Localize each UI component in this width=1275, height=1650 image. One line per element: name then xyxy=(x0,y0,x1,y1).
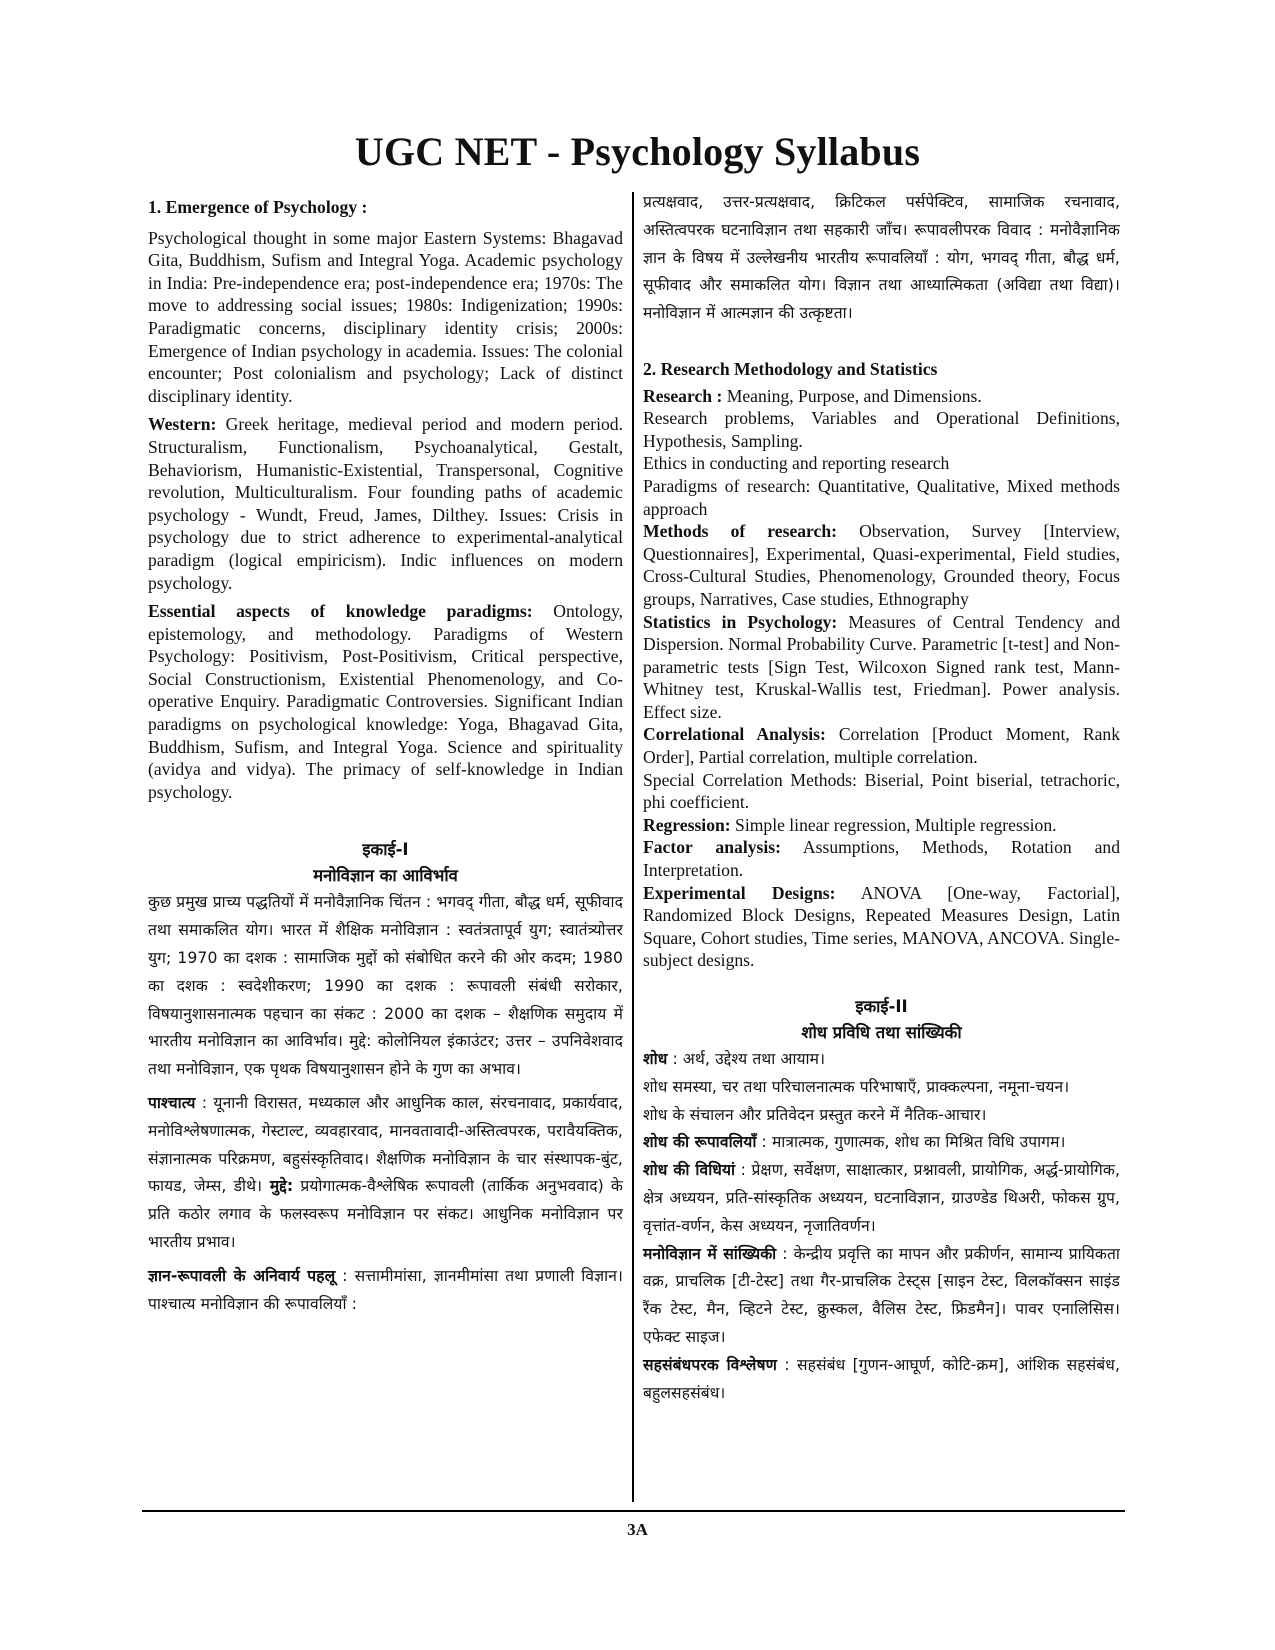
right-column xyxy=(643,189,1120,1407)
factor-analysis-label: Factor analysis: xyxy=(643,837,781,858)
regression-paragraph xyxy=(643,814,1120,837)
hindi-western-paragraph xyxy=(148,1090,623,1257)
hindi-statistics-paragraph xyxy=(643,1241,1120,1352)
hindi-research-paragraph xyxy=(643,1046,1120,1074)
hindi-essential-label: ज्ञान-रूपावली के अनिवार्य पहलू xyxy=(148,1266,336,1285)
hindi-paradigms-paragraph xyxy=(643,1129,1120,1157)
hindi-essential-paragraph xyxy=(148,1263,623,1319)
correlational-text: Correlation [Product Moment, Rank Order], Partial correlation, multiple correlation. xyxy=(643,724,1120,768)
correlational-label: Correlational Analysis: xyxy=(643,724,826,745)
left-column xyxy=(148,196,623,1324)
hindi-issues-text: प्रयोगात्मक-वैश्लेषिक रूपावली (तार्किक अनुभववाद) के प्रति कठोर लगाव के फलस्वरूप मनोविज्ञान पर संकट। आधुनिक मनोविज्ञान पर भारतीय प्रभाव। xyxy=(148,1177,624,1251)
special-correlation-paragraph: Special Correlation Methods: Biserial, Point biserial, tetrachoric, phi coefficient. xyxy=(643,769,1120,813)
methods-text: Observation, Survey [Interview, Questionnaires], Experimental, Quasi-experimental, Field studies, Cross-Cultural Studies, Phenomenology, Grounded theory, Focus groups, Narratives, Case studies, Ethnography xyxy=(643,521,1120,609)
page-title: UGC NET - Psychology Syllabus xyxy=(354,129,921,174)
methods-paragraph xyxy=(643,520,1120,610)
statistics-label: Statistics in Psychology: xyxy=(643,611,838,632)
essential-aspects-text: Ontology, epistemology, and methodology. Paradigms of Western Psychology: Positivism, Post-Positivism, Critical perspective, Social Constructionism, Existential Phenomenology, and Co-operative Enquiry. Paradigmatic Controversies. Significant Indian paradigms on psychological knowledge: Yoga, Bhagavad Gita, Buddhism, Sufism, and Integral Yoga. Science and spirituality (avidya and vidya). The primacy of self-knowledge in Indian psychology. xyxy=(148,601,623,802)
hindi-statistics-label: मनोविज्ञान में सांख्यिकी xyxy=(643,1244,777,1263)
eastern-systems-paragraph: Psychological thought in some major Eastern Systems: Bhagavad Gita, Buddhism, Sufism and Integral Yoga. Academic psychology in India: Pre-independence era; post-independence era; 1970s: The move to addressing social issues; 1980s: Indigenization; 1990s: Paradigmatic concerns, disciplinary identity crisis; 2000s: Emergence of Indian psychology in academia. Issues: The colonial encounter; Post colonialism and psychology; Lack of distinct disciplinary identity. xyxy=(148,227,623,406)
hindi-research-text: : अर्थ, उद्देश्य तथा आयाम। xyxy=(667,1050,826,1069)
hindi-western-label: पाश्चात्य xyxy=(148,1094,196,1113)
page-number: 3A xyxy=(627,1520,648,1539)
methods-label: Methods of research: xyxy=(643,521,837,542)
section-heading-research-methodology: 2. Research Methodology and Statistics xyxy=(643,358,938,379)
regression-label: Regression: xyxy=(643,814,731,835)
hindi-correlational-text: : सहसंबंध [गुणन-आघूर्ण, कोटि-क्रम], आंशिक सहसंबंध, बहुलसहसंबंध। xyxy=(643,1355,1121,1402)
factor-analysis-text: Assumptions, Methods, Rotation and Interpretation. xyxy=(643,837,1120,881)
statistics-text: Measures of Central Tendency and Dispersion. Normal Probability Curve. Parametric [t-test] and Non-parametric tests [Sign Test, Wilcoxon Signed rank test, Mann-Whitney test, Kruskal-Wallis test, Friedman]. Power analysis. Effect size. xyxy=(643,611,1120,722)
hindi-methods-paragraph xyxy=(643,1157,1120,1240)
experimental-designs-paragraph xyxy=(643,882,1120,972)
factor-analysis-paragraph xyxy=(643,836,1120,881)
hindi-statistics-text: : केन्द्रीय प्रवृत्ति का मापन और प्रकीर्णन, सामान्य प्रायिकता वक्र, प्राचलिक [टी-टेस्ट] तथा गैर-प्राचलिक टेस्ट्स [साइन टेस्ट, विलकॉक्सन साइंड रैंक टेस्ट, मैन, व्हिटने टेस्ट, क्रुस्कल, वैलिस टेस्ट, फ्रिडमैन]। पावर एनालिसिस। एफेक्ट साइज। xyxy=(643,1244,1120,1346)
footer-rule xyxy=(142,1510,1125,1512)
unit-2-title: शोध प्रविधि तथा सांख्यिकी xyxy=(801,1023,962,1043)
hindi-essential-text: : सत्तामीमांसा, ज्ञानमीमांसा तथा प्रणाली विज्ञान। पाश्चात्य मनोविज्ञान की रूपावलियाँ : xyxy=(148,1266,624,1313)
western-paragraph xyxy=(148,413,623,594)
research-paragraph xyxy=(643,385,1120,408)
hindi-western-text: : यूनानी विरासत, मध्यकाल और आधुनिक काल, संरचनावाद, प्रकार्यवाद, मनोविश्लेषणात्मक, गेस्टाल्ट, व्यवहारवाद, मानवतावादी-अस्तित्वपरक, परावैयक्तिक, संज्ञानात्मक परिक्रमण, बहुसंस्कृतिवाद। शैक्षणिक मनोविज्ञान के चार संस्थापक-बुंट, फायड, जेम्स, डीथे। xyxy=(148,1094,623,1196)
hindi-issues-label: मुद्दे: xyxy=(262,1177,294,1196)
hindi-paradigms-text: : मात्रात्मक, गुणात्मक, शोध का मिश्रित विधि उपागम। xyxy=(756,1133,1066,1152)
hindi-methods-text: : प्रेक्षण, सर्वेक्षण, साक्षात्कार, प्रश्नावली, प्रायोगिक, अर्द्ध-प्रायोगिक, क्षेत्र अध्ययन, प्रति-सांस्कृतिक अध्ययन, घटनाविज्ञान, ग्राउण्डेड थिअरी, फोकस ग्रुप, वृत्तांत-वर्णन, केस अध्ययन, नृजातिवर्णन। xyxy=(643,1161,1121,1235)
hindi-research-label: शोध xyxy=(643,1050,668,1069)
hindi-problems-paragraph: शोध समस्या, चर तथा परिचालनात्मक परिभाषाएँ, प्राक्कल्पना, नमूना-चयन। xyxy=(643,1077,1070,1096)
hindi-methods-label: शोध की विधियां xyxy=(643,1161,736,1180)
correlational-paragraph xyxy=(643,723,1120,768)
hindi-correlational-paragraph xyxy=(643,1352,1120,1408)
unit-1-label: इकाई-I xyxy=(362,840,409,860)
unit-2-label: इकाई-II xyxy=(855,997,908,1017)
essential-aspects-paragraph xyxy=(148,600,623,803)
hindi-eastern-paragraph: कुछ प्रमुख प्राच्य पद्धतियों में मनोवैज्ञानिक चिंतन : भगवद् गीता, बौद्ध धर्म, सूफीवाद तथा समाकलित योग। भारत में शैक्षिक मनोविज्ञान : स्वतंत्रतापूर्व युग; स्वातंत्र्योत्तर युग; 1970 का दशक : सामाजिक मुद्दों को संबोधित करने की ओर कदम; 1980 का दशक : स्वदेशीकरण; 1990 का दशक : रूपावली संबंधी सरोकार, विषयानुशासनात्मक पहचान का संकट : 2000 का दशक – शैक्षणिक समुदाय में भारतीय मनोविज्ञान का आविर्भाव। मुद्दे: कोलोनियल इंकाउंटर; उत्तर – उपनिवेशवाद तथा मनोविज्ञान, एक पृथक विषयानुशासन होने के गुण का अभाव। xyxy=(148,893,623,1079)
western-text: Greek heritage, medieval period and modern period. Structuralism, Functionalism, Psychoanalytical, Gestalt, Behaviorism, Humanistic-Existential, Transpersonal, Cognitive revolution, Multiculturalism. Four founding paths of academic psychology - Wundt, Freud, James, Dilthey. Issues: Crisis in psychology due to strict adherence to experimental-analytical paradigm (logical empiricism). Indic influences on modern psychology. xyxy=(148,414,623,593)
ethics-paragraph: Ethics in conducting and reporting research xyxy=(643,453,950,474)
regression-text: Simple linear regression, Multiple regression. xyxy=(730,814,1057,835)
column-divider xyxy=(632,192,634,1502)
section-heading-emergence: 1. Emergence of Psychology : xyxy=(148,197,368,217)
hindi-paradigms-label: शोध की रूपावलियाँ xyxy=(643,1133,757,1152)
research-problems-paragraph: Research problems, Variables and Operational Definitions, Hypothesis, Sampling. xyxy=(643,408,1120,451)
experimental-designs-text: ANOVA [One-way, Factorial], Randomized Block Designs, Repeated Measures Design, Latin Square, Cohort studies, Time series, MANOVA, ANCOVA. Single-subject designs. xyxy=(643,882,1120,971)
hindi-paradigms-continued: प्रत्यक्षवाद, उत्तर-प्रत्यक्षवाद, क्रिटिकल पर्सपेक्टिव, सामाजिक रचनावाद, अस्तित्वपरक घटनाविज्ञान तथा सहकारी जाँच। रूपावलीपरक विवाद : मनोवैज्ञानिक ज्ञान के विषय में उल्लेखनीय भारतीय रूपावलियाँ : योग, भगवद् गीता, बौद्ध धर्म, सूफीवाद और समाकलित योग। विज्ञान तथा आध्यात्मिकता (अविद्या तथा विद्या)। मनोविज्ञान में आत्मज्ञान की उत्कृष्टता। xyxy=(643,193,1120,323)
statistics-paragraph xyxy=(643,611,1120,724)
western-label: Western: xyxy=(148,414,217,435)
paradigms-paragraph: Paradigms of research: Quantitative, Qualitative, Mixed methods approach xyxy=(643,475,1120,519)
essential-aspects-label: Essential aspects of knowledge paradigms: xyxy=(148,601,533,622)
research-label: Research : xyxy=(643,385,723,406)
hindi-correlational-label: सहसंबंधपरक विश्लेषण xyxy=(643,1355,778,1374)
unit-1-title: मनोविज्ञान का आविर्भाव xyxy=(313,866,458,886)
experimental-designs-label: Experimental Designs: xyxy=(643,882,836,903)
research-text: Meaning, Purpose, and Dimensions. xyxy=(722,385,982,406)
hindi-ethics-paragraph: शोध के संचालन और प्रतिवेदन प्रस्तुत करने में नैतिक-आचार। xyxy=(643,1105,987,1124)
